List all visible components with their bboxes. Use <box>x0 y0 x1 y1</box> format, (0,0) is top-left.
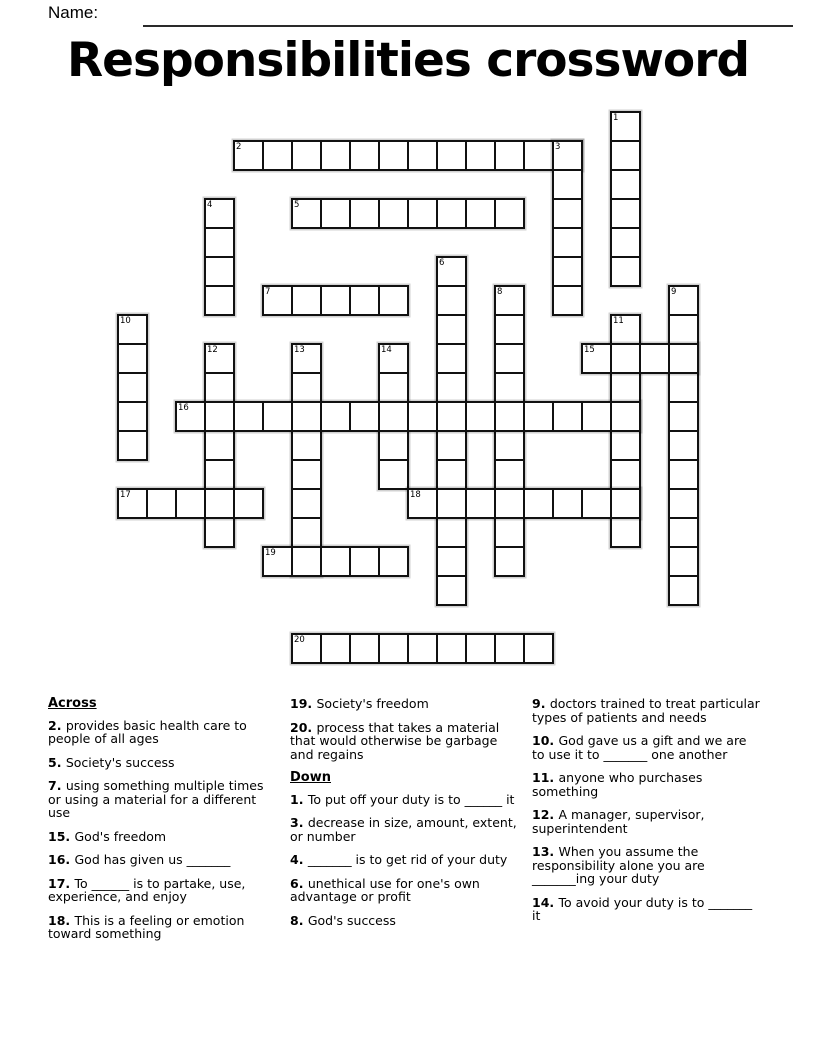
cell-r10-c5[interactable] <box>262 401 293 432</box>
clue-6 <box>290 877 520 904</box>
word-10-down <box>117 314 148 461</box>
clue-number: 17. <box>48 875 75 891</box>
cell-r3-c17[interactable] <box>610 198 641 229</box>
cell-r1-c17[interactable] <box>610 140 641 171</box>
clue-13 <box>532 845 762 886</box>
cell-r3-c11[interactable] <box>436 198 467 229</box>
cell-r13-c13[interactable] <box>494 488 525 519</box>
cell-r13-c17[interactable] <box>610 488 641 519</box>
clue-text: provides basic health care to people of all ages <box>48 717 247 746</box>
cell-r3-c15[interactable] <box>552 198 583 229</box>
cell-r15-c11[interactable] <box>436 546 467 577</box>
cell-r1-c13[interactable] <box>494 140 525 171</box>
cell-r7-c17[interactable] <box>610 314 641 345</box>
cell-r13-c0[interactable] <box>117 488 148 519</box>
cell-r13-c15[interactable] <box>552 488 583 519</box>
clue-10 <box>532 734 762 761</box>
clue-3 <box>290 816 520 843</box>
cell-r1-c4[interactable] <box>233 140 264 171</box>
cell-r4-c3[interactable] <box>204 227 235 258</box>
cell-r6-c9[interactable] <box>378 285 409 316</box>
cell-number: 11 <box>613 316 624 326</box>
cell-r8-c17[interactable] <box>610 343 641 374</box>
cell-r11-c19[interactable] <box>668 430 699 461</box>
cell-r2-c17[interactable] <box>610 169 641 200</box>
clue-12 <box>532 808 762 835</box>
cell-r13-c12[interactable] <box>465 488 496 519</box>
word-13-down <box>291 343 322 577</box>
cell-r7-c13[interactable] <box>494 314 525 345</box>
cell-r6-c8[interactable] <box>349 285 380 316</box>
cell-r8-c19[interactable] <box>668 343 699 374</box>
cell-r11-c9[interactable] <box>378 430 409 461</box>
clue-number: 15. <box>48 828 75 844</box>
cell-r10-c0[interactable] <box>117 401 148 432</box>
cell-r10-c10[interactable] <box>407 401 438 432</box>
clue-text: process that takes a material that would otherwise be garbage and regains <box>290 719 500 762</box>
cell-number: 8 <box>497 287 503 297</box>
cell-r1-c15[interactable] <box>552 140 583 171</box>
cell-number: 17 <box>120 490 131 500</box>
clue-text: _______ is to get rid of your duty <box>307 852 508 867</box>
cell-r9-c17[interactable] <box>610 372 641 403</box>
cell-r2-c15[interactable] <box>552 169 583 200</box>
cell-r10-c19[interactable] <box>668 401 699 432</box>
cell-r15-c9[interactable] <box>378 546 409 577</box>
cell-r1-c10[interactable] <box>407 140 438 171</box>
cell-r12-c9[interactable] <box>378 459 409 490</box>
cell-number: 9 <box>671 287 677 297</box>
clue-17 <box>48 877 278 904</box>
cell-r1-c7[interactable] <box>320 140 351 171</box>
clue-number: 2. <box>48 717 66 733</box>
cell-r6-c19[interactable] <box>668 285 699 316</box>
cell-r10-c14[interactable] <box>523 401 554 432</box>
cell-number: 16 <box>178 403 189 413</box>
cell-r14-c3[interactable] <box>204 517 235 548</box>
cell-r6-c3[interactable] <box>204 285 235 316</box>
cell-r4-c15[interactable] <box>552 227 583 258</box>
word-5-across <box>291 198 525 229</box>
clue-number: 11. <box>532 770 559 785</box>
clue-16 <box>48 853 278 867</box>
cell-r6-c6[interactable] <box>291 285 322 316</box>
clue-8 <box>290 914 520 928</box>
cell-number: 1 <box>613 113 619 123</box>
cell-r9-c3[interactable] <box>204 372 235 403</box>
clue-text: God has given us _______ <box>74 852 231 867</box>
word-4-down <box>204 198 235 316</box>
cell-r16-c19[interactable] <box>668 575 699 606</box>
clue-number: 16. <box>48 852 75 867</box>
clue-number: 19. <box>290 696 317 711</box>
word-15-across <box>581 343 699 374</box>
cell-r11-c17[interactable] <box>610 430 641 461</box>
clue-number: 5. <box>48 754 66 770</box>
cell-number: 5 <box>294 200 300 210</box>
clue-number: 12. <box>532 807 559 822</box>
cell-number: 7 <box>265 287 271 297</box>
cell-r18-c11[interactable] <box>436 633 467 664</box>
cell-r10-c3[interactable] <box>204 401 235 432</box>
cell-r14-c19[interactable] <box>668 517 699 548</box>
cell-r3-c3[interactable] <box>204 198 235 229</box>
cell-r10-c15[interactable] <box>552 401 583 432</box>
word-16-across <box>175 401 641 432</box>
clue-text: When you assume the responsibility alone you are _______ing your duty <box>532 844 705 886</box>
clue-text: using something multiple times or using a material for a different use <box>48 778 264 820</box>
clue-number: 3. <box>290 815 308 830</box>
cell-number: 12 <box>207 345 218 355</box>
cell-r5-c15[interactable] <box>552 256 583 287</box>
cell-r9-c19[interactable] <box>668 372 699 403</box>
clue-number: 6. <box>290 875 308 891</box>
cell-r13-c14[interactable] <box>523 488 554 519</box>
clue-text: unethical use for one's own advantage or profit <box>290 875 480 904</box>
cell-r8-c16[interactable] <box>581 343 612 374</box>
cell-r8-c11[interactable] <box>436 343 467 374</box>
cell-r6-c13[interactable] <box>494 285 525 316</box>
cell-r5-c11[interactable] <box>436 256 467 287</box>
cell-r5-c3[interactable] <box>204 256 235 287</box>
cell-r18-c14[interactable] <box>523 633 554 664</box>
clue-number: 8. <box>290 912 308 928</box>
cell-r9-c11[interactable] <box>436 372 467 403</box>
cell-r11-c0[interactable] <box>117 430 148 461</box>
clue-text: A manager, supervisor, superintendent <box>532 807 705 836</box>
word-7-across <box>262 285 409 316</box>
clue-text: God's success <box>307 912 396 928</box>
cell-r12-c19[interactable] <box>668 459 699 490</box>
cell-r8-c9[interactable] <box>378 343 409 374</box>
cell-r18-c9[interactable] <box>378 633 409 664</box>
word-1-down <box>610 111 641 287</box>
cell-r10-c2[interactable] <box>175 401 206 432</box>
cell-r6-c11[interactable] <box>436 285 467 316</box>
cell-r18-c13[interactable] <box>494 633 525 664</box>
clue-18 <box>48 914 278 941</box>
cell-r15-c19[interactable] <box>668 546 699 577</box>
cell-r9-c6[interactable] <box>291 372 322 403</box>
cell-r11-c6[interactable] <box>291 430 322 461</box>
clue-column-3 <box>532 697 762 933</box>
clue-1 <box>290 793 520 807</box>
cell-number: 14 <box>381 345 392 355</box>
clue-text: Society's success <box>65 754 175 770</box>
cell-r13-c3[interactable] <box>204 488 235 519</box>
cell-r10-c4[interactable] <box>233 401 264 432</box>
clue-text: To ______ is to partake, use, experience, and enjoy <box>48 875 246 904</box>
cell-r3-c10[interactable] <box>407 198 438 229</box>
cell-r10-c7[interactable] <box>320 401 351 432</box>
cell-r8-c6[interactable] <box>291 343 322 374</box>
cell-number: 20 <box>294 635 305 645</box>
cell-number: 6 <box>439 258 445 268</box>
cell-r18-c10[interactable] <box>407 633 438 664</box>
cell-r5-c17[interactable] <box>610 256 641 287</box>
cell-r15-c5[interactable] <box>262 546 293 577</box>
clue-text: God's freedom <box>74 828 167 844</box>
word-3-down <box>552 140 583 316</box>
clue-20 <box>290 721 520 762</box>
across-header: Across <box>48 696 97 711</box>
clue-number: 20. <box>290 719 317 735</box>
cell-r12-c6[interactable] <box>291 459 322 490</box>
cell-r1-c12[interactable] <box>465 140 496 171</box>
clue-text: God gave us a gift and we are to use it to _______ one another <box>532 733 747 762</box>
clue-4 <box>290 853 520 867</box>
clue-text: anyone who purchases something <box>532 770 703 799</box>
cell-r8-c3[interactable] <box>204 343 235 374</box>
cell-r13-c1[interactable] <box>146 488 177 519</box>
down-header: Down <box>290 770 331 785</box>
clue-text: doctors trained to treat particular types of patients and needs <box>532 696 760 725</box>
cell-number: 19 <box>265 548 276 558</box>
cell-r9-c9[interactable] <box>378 372 409 403</box>
cell-number: 3 <box>555 142 561 152</box>
cell-number: 2 <box>236 142 242 152</box>
page-title: Responsibilities crossword <box>66 33 750 88</box>
cell-number: 15 <box>584 345 595 355</box>
cell-r8-c13[interactable] <box>494 343 525 374</box>
cell-number: 4 <box>207 200 213 210</box>
cell-r3-c13[interactable] <box>494 198 525 229</box>
cell-r14-c11[interactable] <box>436 517 467 548</box>
cell-r14-c17[interactable] <box>610 517 641 548</box>
cell-r12-c11[interactable] <box>436 459 467 490</box>
cell-r11-c13[interactable] <box>494 430 525 461</box>
cell-r8-c18[interactable] <box>639 343 670 374</box>
cell-r11-c3[interactable] <box>204 430 235 461</box>
name-row <box>48 3 748 23</box>
cell-r13-c4[interactable] <box>233 488 264 519</box>
cell-r1-c8[interactable] <box>349 140 380 171</box>
cell-r4-c17[interactable] <box>610 227 641 258</box>
cell-r6-c5[interactable] <box>262 285 293 316</box>
clue-number: 4. <box>290 852 308 867</box>
clue-text: decrease in size, amount, extent, or number <box>290 815 517 844</box>
cell-number: 18 <box>410 490 421 500</box>
cell-r16-c11[interactable] <box>436 575 467 606</box>
cell-r10-c17[interactable] <box>610 401 641 432</box>
cell-r6-c7[interactable] <box>320 285 351 316</box>
cell-r13-c6[interactable] <box>291 488 322 519</box>
crossword-grid <box>117 111 699 664</box>
clue-number: 13. <box>532 844 559 859</box>
cell-r18-c12[interactable] <box>465 633 496 664</box>
clue-9 <box>532 697 762 724</box>
cell-r9-c13[interactable] <box>494 372 525 403</box>
cell-r3-c12[interactable] <box>465 198 496 229</box>
word-18-across <box>407 488 641 519</box>
clue-column-1 <box>48 697 278 951</box>
cell-r10-c11[interactable] <box>436 401 467 432</box>
cell-r18-c6[interactable] <box>291 633 322 664</box>
clue-15 <box>48 830 278 844</box>
clue-text: To avoid your duty is to _______ it <box>532 894 753 923</box>
cell-r1-c6[interactable] <box>291 140 322 171</box>
cell-r13-c11[interactable] <box>436 488 467 519</box>
cell-r3-c9[interactable] <box>378 198 409 229</box>
cell-r13-c16[interactable] <box>581 488 612 519</box>
clue-number: 7. <box>48 778 66 793</box>
cell-r3-c6[interactable] <box>291 198 322 229</box>
word-2-across <box>233 140 583 171</box>
word-20-across <box>291 633 554 664</box>
clue-number: 1. <box>290 791 308 807</box>
cell-r18-c8[interactable] <box>349 633 380 664</box>
word-19-across <box>262 546 409 577</box>
cell-r18-c7[interactable] <box>320 633 351 664</box>
cell-r1-c14[interactable] <box>523 140 554 171</box>
clue-text: Society's freedom <box>316 696 429 711</box>
clue-2 <box>48 719 278 746</box>
clue-column-2 <box>290 697 520 937</box>
cell-r12-c17[interactable] <box>610 459 641 490</box>
cell-r7-c11[interactable] <box>436 314 467 345</box>
clue-number: 9. <box>532 696 550 711</box>
cell-r10-c6[interactable] <box>291 401 322 432</box>
cell-r1-c5[interactable] <box>262 140 293 171</box>
cell-r7-c0[interactable] <box>117 314 148 345</box>
cell-r8-c0[interactable] <box>117 343 148 374</box>
cell-r15-c13[interactable] <box>494 546 525 577</box>
cell-r13-c19[interactable] <box>668 488 699 519</box>
cell-r14-c6[interactable] <box>291 517 322 548</box>
cell-r3-c7[interactable] <box>320 198 351 229</box>
clue-number: 18. <box>48 912 75 928</box>
clue-number: 10. <box>532 733 559 748</box>
cell-r12-c13[interactable] <box>494 459 525 490</box>
cell-r15-c7[interactable] <box>320 546 351 577</box>
cell-number: 13 <box>294 345 305 355</box>
cell-r7-c19[interactable] <box>668 314 699 345</box>
clue-19 <box>290 697 520 711</box>
cell-r10-c12[interactable] <box>465 401 496 432</box>
cell-r15-c6[interactable] <box>291 546 322 577</box>
cell-r9-c0[interactable] <box>117 372 148 403</box>
cell-r3-c8[interactable] <box>349 198 380 229</box>
cell-number: 10 <box>120 316 131 326</box>
word-9-down <box>668 285 699 606</box>
cell-r0-c17[interactable] <box>610 111 641 142</box>
cell-r10-c9[interactable] <box>378 401 409 432</box>
cell-r1-c11[interactable] <box>436 140 467 171</box>
name-blank-line <box>143 5 793 27</box>
cell-r13-c10[interactable] <box>407 488 438 519</box>
cell-r12-c3[interactable] <box>204 459 235 490</box>
cell-r10-c8[interactable] <box>349 401 380 432</box>
clue-text: To put off your duty is to ______ it <box>307 791 515 807</box>
cell-r14-c13[interactable] <box>494 517 525 548</box>
clue-7 <box>48 779 278 820</box>
cell-r1-c9[interactable] <box>378 140 409 171</box>
clue-number: 14. <box>532 894 559 910</box>
clue-11 <box>532 771 762 798</box>
clue-5 <box>48 756 278 770</box>
name-label: Name: <box>48 3 99 22</box>
cell-r15-c8[interactable] <box>349 546 380 577</box>
cell-r6-c15[interactable] <box>552 285 583 316</box>
clue-text: This is a feeling or emotion toward something <box>48 912 245 941</box>
clue-14 <box>532 896 762 923</box>
cell-r10-c16[interactable] <box>581 401 612 432</box>
word-17-across <box>117 488 264 519</box>
cell-r10-c13[interactable] <box>494 401 525 432</box>
cell-r11-c11[interactable] <box>436 430 467 461</box>
cell-r13-c2[interactable] <box>175 488 206 519</box>
